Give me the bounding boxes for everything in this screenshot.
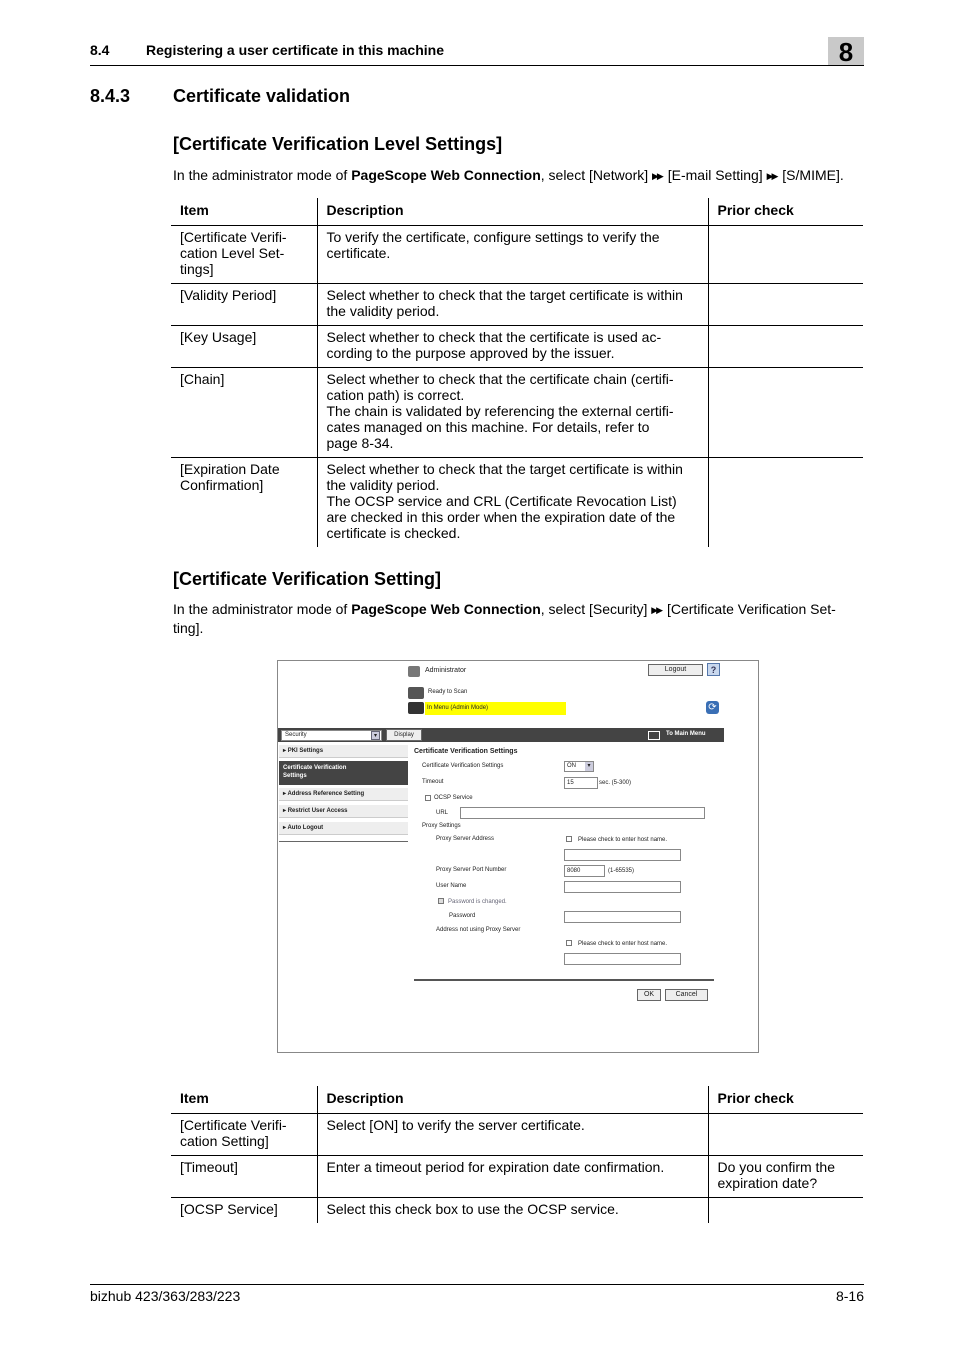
password-label: Password [449, 913, 476, 919]
cell-prior-check [708, 1113, 863, 1155]
table-row [171, 1155, 863, 1197]
sidebar-divider [279, 841, 408, 842]
cell-prior-check [708, 325, 863, 367]
status-ready: Ready to Scan [428, 689, 468, 695]
cell-description: Select whether to check that the certificate is used ac- cording to the purpose approved by the issuer. [317, 325, 708, 367]
col-prior-check: Prior check [708, 198, 863, 225]
col-item: Item [171, 198, 317, 225]
cell-prior-check [708, 283, 863, 325]
cell-prior-check [708, 367, 863, 457]
col-prior-check: Prior check [708, 1086, 863, 1113]
proxy-port-range: (1-65535) [608, 868, 635, 874]
host-name-check-label-2: Please check to enter host name. [578, 941, 668, 947]
section-number: 8.4.3 [90, 86, 131, 106]
cell-item: [Expiration Date Confirmation] [180, 460, 280, 493]
cell-prior-check [708, 457, 863, 547]
web-connection-screenshot [277, 660, 759, 1053]
level-settings-table [171, 198, 863, 547]
table-row [171, 457, 863, 547]
table-header-row [171, 1086, 863, 1113]
table-row [171, 325, 863, 367]
user-name-input[interactable] [564, 881, 681, 893]
host-name-check-label: Please check to enter host name. [578, 837, 668, 843]
cell-prior-check: Do you confirm the expiration date? [708, 1155, 863, 1197]
double-arrow-icon: ▶▶ [651, 605, 662, 615]
proxy-settings-label: Proxy Settings [422, 823, 461, 829]
double-arrow-icon: ▶▶ [766, 171, 777, 181]
proxy-address-label: Proxy Server Address [436, 836, 495, 842]
host-name-checkbox[interactable] [566, 836, 572, 842]
cell-description: Select this check box to use the OCSP service. [317, 1197, 708, 1223]
chapter-badge: 8 [828, 37, 864, 65]
chevron-down-icon[interactable]: ▾ [371, 731, 380, 740]
cell-description: Select whether to check that the target certificate is within the validity period. [317, 283, 708, 325]
col-item: Item [171, 1086, 317, 1113]
table-header-row [171, 198, 863, 225]
no-proxy-label: Address not using Proxy Server [436, 927, 521, 933]
sidebar-item-auto-logout[interactable]: ▸ Auto Logout [279, 822, 408, 835]
footer-divider [90, 1284, 864, 1285]
url-input[interactable] [460, 807, 705, 819]
table-row [171, 225, 863, 283]
cell-item: [Validity Period] [171, 283, 317, 325]
cell-item: [Timeout] [171, 1155, 317, 1197]
verification-setting-intro: In the administrator mode of PageScope Web Connection, select [Security] ▶▶ [Certificate Verification Set- ting]. [173, 601, 836, 636]
admin-icon [408, 666, 420, 677]
form-title: Certificate Verification Settings [414, 748, 518, 755]
url-label: URL [436, 810, 449, 816]
cell-prior-check [708, 1197, 863, 1223]
footer-model: bizhub 423/363/283/223 [90, 1288, 241, 1304]
table-row [171, 283, 863, 325]
main-menu-icon [648, 731, 660, 740]
table-row [171, 1113, 863, 1155]
refresh-icon[interactable]: ⟳ [706, 701, 719, 714]
chevron-down-icon[interactable]: ▾ [585, 762, 593, 771]
verification-setting-table [171, 1086, 863, 1223]
form-divider [414, 979, 714, 981]
verification-setting-heading: [Certificate Verification Setting] [173, 569, 442, 589]
header-section-title: Registering a user certificate in this machine [146, 42, 444, 58]
cell-prior-check [708, 225, 863, 283]
password-changed-checkbox[interactable] [438, 898, 444, 904]
col-description: Description [317, 198, 708, 225]
proxy-port-input[interactable]: 8080 [564, 865, 605, 877]
cancel-button[interactable]: Cancel [665, 989, 708, 1001]
level-settings-intro: In the administrator mode of PageScope Web Connection, select [Network] ▶▶ [E-mail Setting] ▶▶ [S/MIME]. [173, 167, 844, 183]
table-row [171, 367, 863, 457]
proxy-port-label: Proxy Server Port Number [436, 867, 507, 873]
status-admin-mode: In Menu (Admin Mode) [425, 702, 566, 715]
ocsp-label: OCSP Service [434, 795, 473, 801]
footer-page-number: 8-16 [835, 1288, 864, 1304]
sidebar-item-restrict-access[interactable]: ▸ Restrict User Access [279, 805, 408, 818]
cell-description: Enter a timeout period for expiration date confirmation. [317, 1155, 708, 1197]
to-main-menu-link[interactable]: To Main Menu [666, 731, 706, 737]
sidebar-item-cert-verification[interactable]: Certificate Verification Settings [279, 761, 408, 785]
cell-description: Select whether to check that the certificate chain (certifi- cation path) is correct. The chain is validated by referencing the external certifi- cates managed on this machine. For details, refer to page 8-34. [317, 367, 708, 457]
timeout-input[interactable]: 15 [564, 777, 598, 789]
double-arrow-icon: ▶▶ [652, 171, 662, 181]
sidebar-item-pki[interactable]: ▸ PKI Settings [279, 745, 408, 758]
no-proxy-input[interactable] [564, 953, 681, 965]
menu-select[interactable]: Security [281, 730, 382, 741]
level-settings-heading: [Certificate Verification Level Settings] [173, 134, 503, 154]
host-name-checkbox-2[interactable] [566, 940, 572, 946]
printer-icon [408, 687, 424, 699]
password-input[interactable] [564, 911, 681, 923]
password-changed-label: Password is changed. [448, 899, 507, 905]
printer-icon [408, 702, 424, 714]
header-divider [90, 65, 864, 66]
cell-item: [Chain] [171, 367, 317, 457]
proxy-address-input[interactable] [564, 849, 681, 861]
ok-button[interactable]: OK [637, 989, 661, 1001]
ocsp-checkbox[interactable] [425, 795, 431, 801]
cell-description: To verify the certificate, configure settings to verify the certificate. [317, 225, 708, 283]
timeout-label: Timeout [422, 779, 444, 785]
cert-verification-select[interactable]: ON [564, 761, 594, 772]
cell-description: Select whether to check that the target certificate is within the validity period. The OCSP service and CRL (Certificate Revocation List) are checked in this order when the expiration date of the certificate is checked. [317, 457, 708, 547]
cell-item: [OCSP Service] [180, 1200, 278, 1217]
header-section-number: 8.4 [90, 42, 110, 58]
timeout-unit: sec. (5-300) [599, 780, 632, 786]
cert-verification-label: Certificate Verification Settings [422, 763, 504, 769]
logout-button[interactable]: Logout [648, 664, 703, 676]
section-title: Certificate validation [173, 86, 351, 106]
display-button[interactable]: Display [386, 729, 422, 741]
cell-description: Select [ON] to verify the server certificate. [317, 1113, 708, 1155]
user-name-label: User Name [436, 883, 467, 889]
sidebar-item-address-reference[interactable]: ▸ Address Reference Setting [279, 788, 408, 801]
table-row [171, 1197, 863, 1223]
col-description: Description [317, 1086, 708, 1113]
cell-item: [Key Usage] [171, 325, 317, 367]
cell-item: [Certificate Verifi- cation Level Set- tings] [171, 225, 317, 283]
admin-label: Administrator [425, 667, 467, 674]
help-icon[interactable]: ? [707, 663, 720, 676]
cell-item: [Certificate Verifi- cation Setting] [171, 1113, 317, 1155]
